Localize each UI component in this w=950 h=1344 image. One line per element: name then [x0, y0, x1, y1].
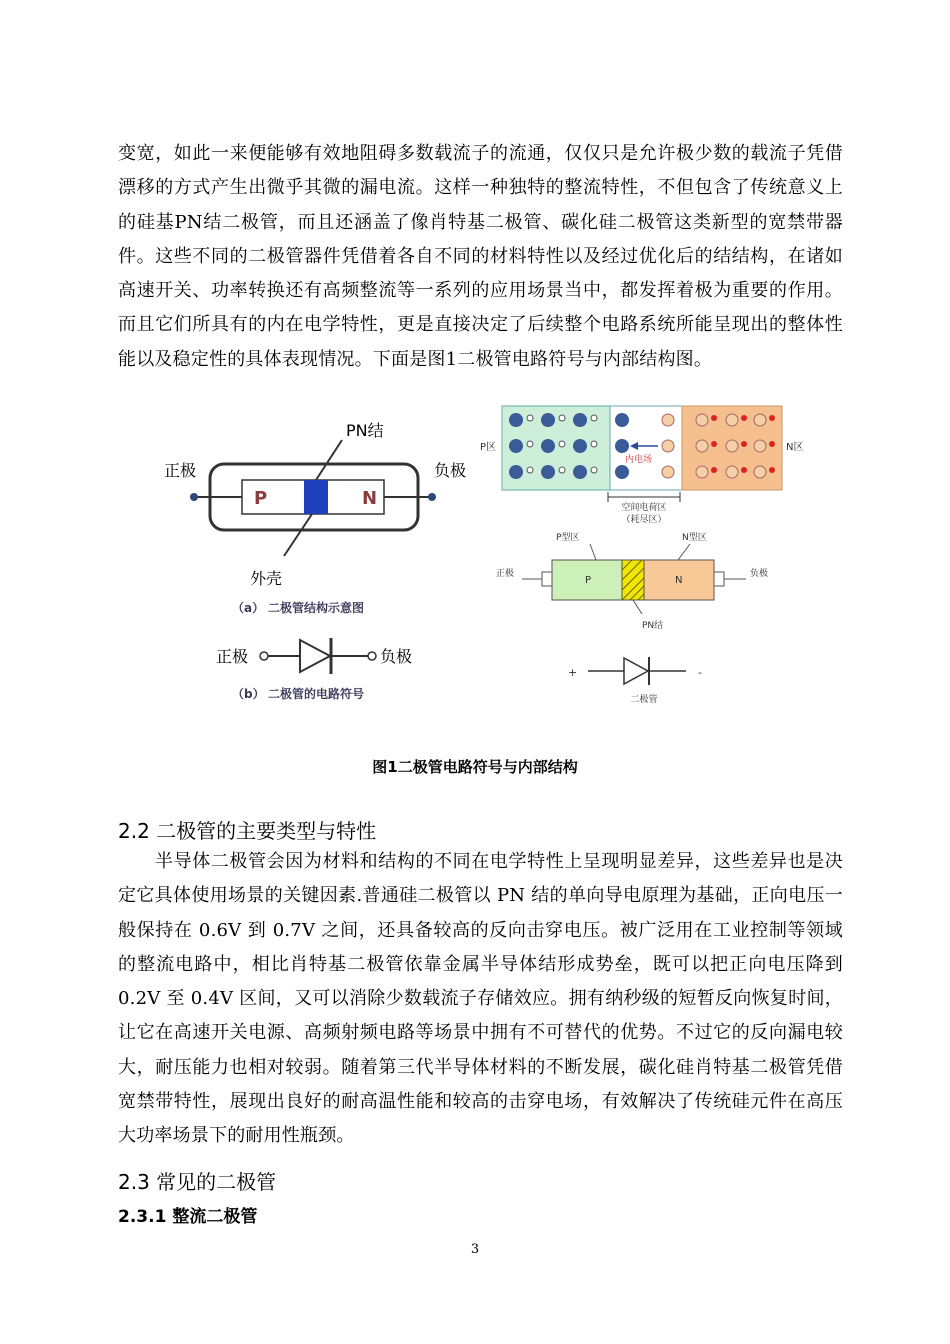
p-carriers — [509, 413, 597, 479]
cathode-label-right: 负极 — [750, 569, 769, 579]
intro-paragraph: 变宽，如此一来便能够有效地阻碍多数载流子的流通，仅仅只是允许极少数的载流子凭借漂移的方式产生出微乎其微的漏电流。这样一种独特的整流特性，不但包含了传统意义上的硅基PN结二极管，而且还涵盖了像肖特基二极管、碳化硅二极管这类新型的宽禁带器件。这些不同的二极管器件凭借着各自不同的材料特性以及经过优化后的结结构，在诸如高速开关、功率转换还有高频整流等一系列的应用场景当中，都发挥着极为重要的作用。而且它们所具有的内在电学特性，更是直接决定了后续整个电路系统所能呈现出的整体性能以及稳定性的具体表现情况。下面是图1二极管电路符号与内部结构图。 — [118, 143, 843, 370]
cathode-terminal — [428, 493, 436, 501]
cathode-b-label: 负极 — [380, 647, 413, 666]
space-charge-label: 空间电荷区 — [621, 503, 667, 513]
diode-symbol-triangle — [300, 640, 330, 672]
pn-junction-label: PN结 — [346, 421, 384, 440]
p-region-label: P区 — [480, 442, 497, 453]
plus-label: + — [568, 666, 578, 679]
shell-pointer — [284, 514, 312, 556]
n-type-label: N型区 — [682, 533, 707, 543]
anode-cap — [542, 572, 552, 586]
caption-a: 二极管结构示意图 — [268, 601, 365, 615]
n-type-pointer — [678, 544, 690, 560]
pn-pointer-right — [633, 600, 642, 614]
section-2-2-paragraph: 半导体二极管会因为材料和结构的不同在电学特性上呈现明显差异，这些差异也是决定它具体使用场景的关键因素.普通硅二极管以 PN 结的单向导电原理为基础，正向电压一般保持在 0.6V 到 0.7V 之间，还具备较高的反向击穿电压。被广泛用在工业控制等领域的整流电路中，相比肖特基二极管依靠金属半导体结形成势垒，既可以把正向电压降到 0.2V 至 0.4V 区间，又可以消除少数载流子存储效应。拥有纳秒级的短暂反向恢复时间，让它在高速开关电源、高频射频电路等场景中拥有不可替代的优势。不过它的反向漏电较大，耐压能力也相对较弱。随着第三代半导体材料的不断发展，碳化硅肖特基二极管凭借宽禁带特性，展现出良好的耐高温性能和较高的击穿电场，有效解决了传统硅元件在高压大功率场景下的耐用性瓶颈。 — [118, 851, 843, 1147]
minus-label: - — [698, 666, 702, 679]
anode-label: 正极 — [164, 461, 197, 480]
pn-junction-figure — [478, 398, 818, 710]
cathode-cap — [714, 572, 724, 586]
diode-structure-figure — [150, 400, 470, 710]
caption-b-tag: （b） — [232, 687, 265, 701]
anode-label-right: 正极 — [496, 569, 515, 579]
section-2-3-heading: 2.3 常见的二极管 — [118, 1170, 277, 1194]
section-2-2-heading: 2.2 二极管的主要类型与特性 — [118, 819, 377, 843]
p-block-label: P — [585, 575, 592, 586]
n-region-label: N区 — [786, 442, 804, 453]
anode-terminal — [190, 493, 198, 501]
p-type-pointer — [590, 544, 596, 560]
diode-symbol-triangle-right — [624, 658, 648, 684]
pn-junction-block — [304, 480, 328, 514]
p-label: P — [254, 488, 268, 509]
p-type-label: P型区 — [556, 533, 580, 543]
shell-label: 外壳 — [250, 569, 283, 588]
caption-b: 二极管的电路符号 — [268, 687, 365, 701]
depletion-label: （耗尽区） — [621, 515, 667, 525]
n-label: N — [362, 488, 378, 509]
n-block-label: N — [675, 575, 683, 586]
pn-junction-label-right: PN结 — [642, 621, 664, 631]
field-label: 内电场 — [625, 455, 653, 465]
section-2-3-1-heading: 2.3.1 整流二极管 — [118, 1207, 258, 1227]
cathode-label: 负极 — [434, 461, 467, 480]
anode-b-label: 正极 — [216, 647, 249, 666]
page-number: 3 — [470, 1242, 480, 1257]
diode-label: 二极管 — [630, 695, 658, 705]
symbol-anode-terminal — [260, 652, 268, 660]
symbol-cathode-terminal — [368, 652, 376, 660]
figure-caption: 图1二极管电路符号与内部结构 — [372, 758, 578, 776]
pn-pointer — [316, 440, 342, 480]
caption-a-tag: （a） — [232, 601, 265, 615]
